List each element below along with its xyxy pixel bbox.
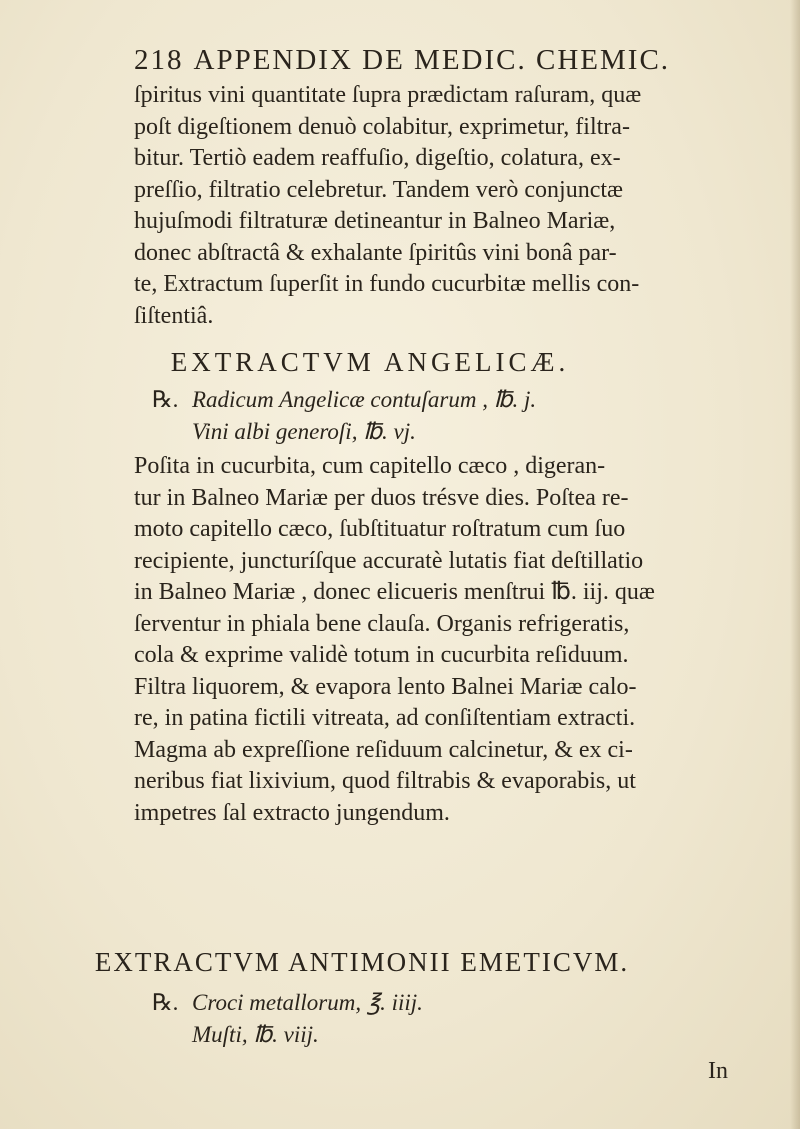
recipe-line xyxy=(152,990,423,1016)
page-edge-shadow xyxy=(790,0,800,1129)
recipe-line xyxy=(192,1022,319,1048)
text-line: poſt digeſtionem denuò colabitur, exprimetur, filtra- xyxy=(134,113,630,140)
text-line: Magma ab expreſſione reſiduum calcinetur, & ex ci- xyxy=(134,736,633,763)
running-header xyxy=(134,44,774,77)
running-head-title: APPENDIX DE MEDIC. CHEMIC. xyxy=(193,44,671,76)
text-line: bitur. Tertiò eadem reaffuſio, digeſtio, colatura, ex- xyxy=(134,145,621,171)
text-line: ſiſtentiâ. xyxy=(134,302,214,329)
text-line: cola & exprime validè totum in cucurbita reſiduum. xyxy=(134,642,629,668)
text-line: neribus fiat lixivium, quod filtrabis & evaporabis, ut xyxy=(134,768,636,794)
text-line: tur in Balneo Mariæ per duos trésve dies. Poſtea re- xyxy=(134,484,629,511)
text-line: in Balneo Mariæ , donec elicueris menſtrui ℔. iij. quæ xyxy=(134,579,655,605)
text-line: te, Extractum ſuperſit in fundo cucurbitæ mellis con- xyxy=(134,271,640,297)
text-line: ſpiritus vini quantitate ſupra prædictam raſuram, quæ xyxy=(134,82,642,108)
section-heading-antimonii: EXTRACTVM ANTIMONII EMETICVM. xyxy=(94,947,630,977)
text-line: re, in patina fictili vitreata, ad conſiſtentiam extracti. xyxy=(134,705,636,731)
text-line: ſerventur in phiala bene clauſa. Organis refrigeratis, xyxy=(134,610,630,637)
ingredient-text: Radicum Angelicæ contuſarum , ℔. j. xyxy=(192,387,537,412)
text-line: Poſita in cucurbita, cum capitello cæco , digeran- xyxy=(134,453,606,479)
text-line: recipiente, juncturíſque accuratè lutatis fiat deſtillatio xyxy=(134,547,644,574)
text-line: donec abſtractâ & exhalante ſpiritûs vini bonâ par- xyxy=(134,239,617,266)
ingredient-text: Muſti, ℔. viij. xyxy=(192,1022,319,1047)
ingredient-text: Vini albi generoſi, ℔. vj. xyxy=(192,419,416,444)
section-heading-angelica: EXTRACTVM ANGELICÆ. xyxy=(170,347,570,377)
text-line: preſſio, filtratio celebretur. Tandem verò conjunctæ xyxy=(134,176,624,203)
recipe-line xyxy=(152,387,536,413)
page-number: 218 xyxy=(134,44,184,76)
paragraph-instructions xyxy=(134,451,774,829)
recipe-symbol: ℞. xyxy=(152,387,179,412)
recipe-line xyxy=(192,419,416,445)
text-line: Filtra liquorem, & evapora lento Balnei Mariæ calo- xyxy=(134,673,637,700)
paragraph-continuation xyxy=(134,80,774,332)
text-line: impetres ſal extracto jungendum. xyxy=(134,799,450,826)
text-line: moto capitello cæco, ſubſtituatur roſtratum cum ſuo xyxy=(134,516,626,542)
text-line: hujuſmodi filtraturæ detineantur in Balneo Mariæ, xyxy=(134,208,616,234)
catchword: In xyxy=(708,1058,728,1084)
ingredient-text: Croci metallorum, ℥. iiij. xyxy=(192,990,423,1015)
recipe-symbol: ℞. xyxy=(152,990,179,1015)
